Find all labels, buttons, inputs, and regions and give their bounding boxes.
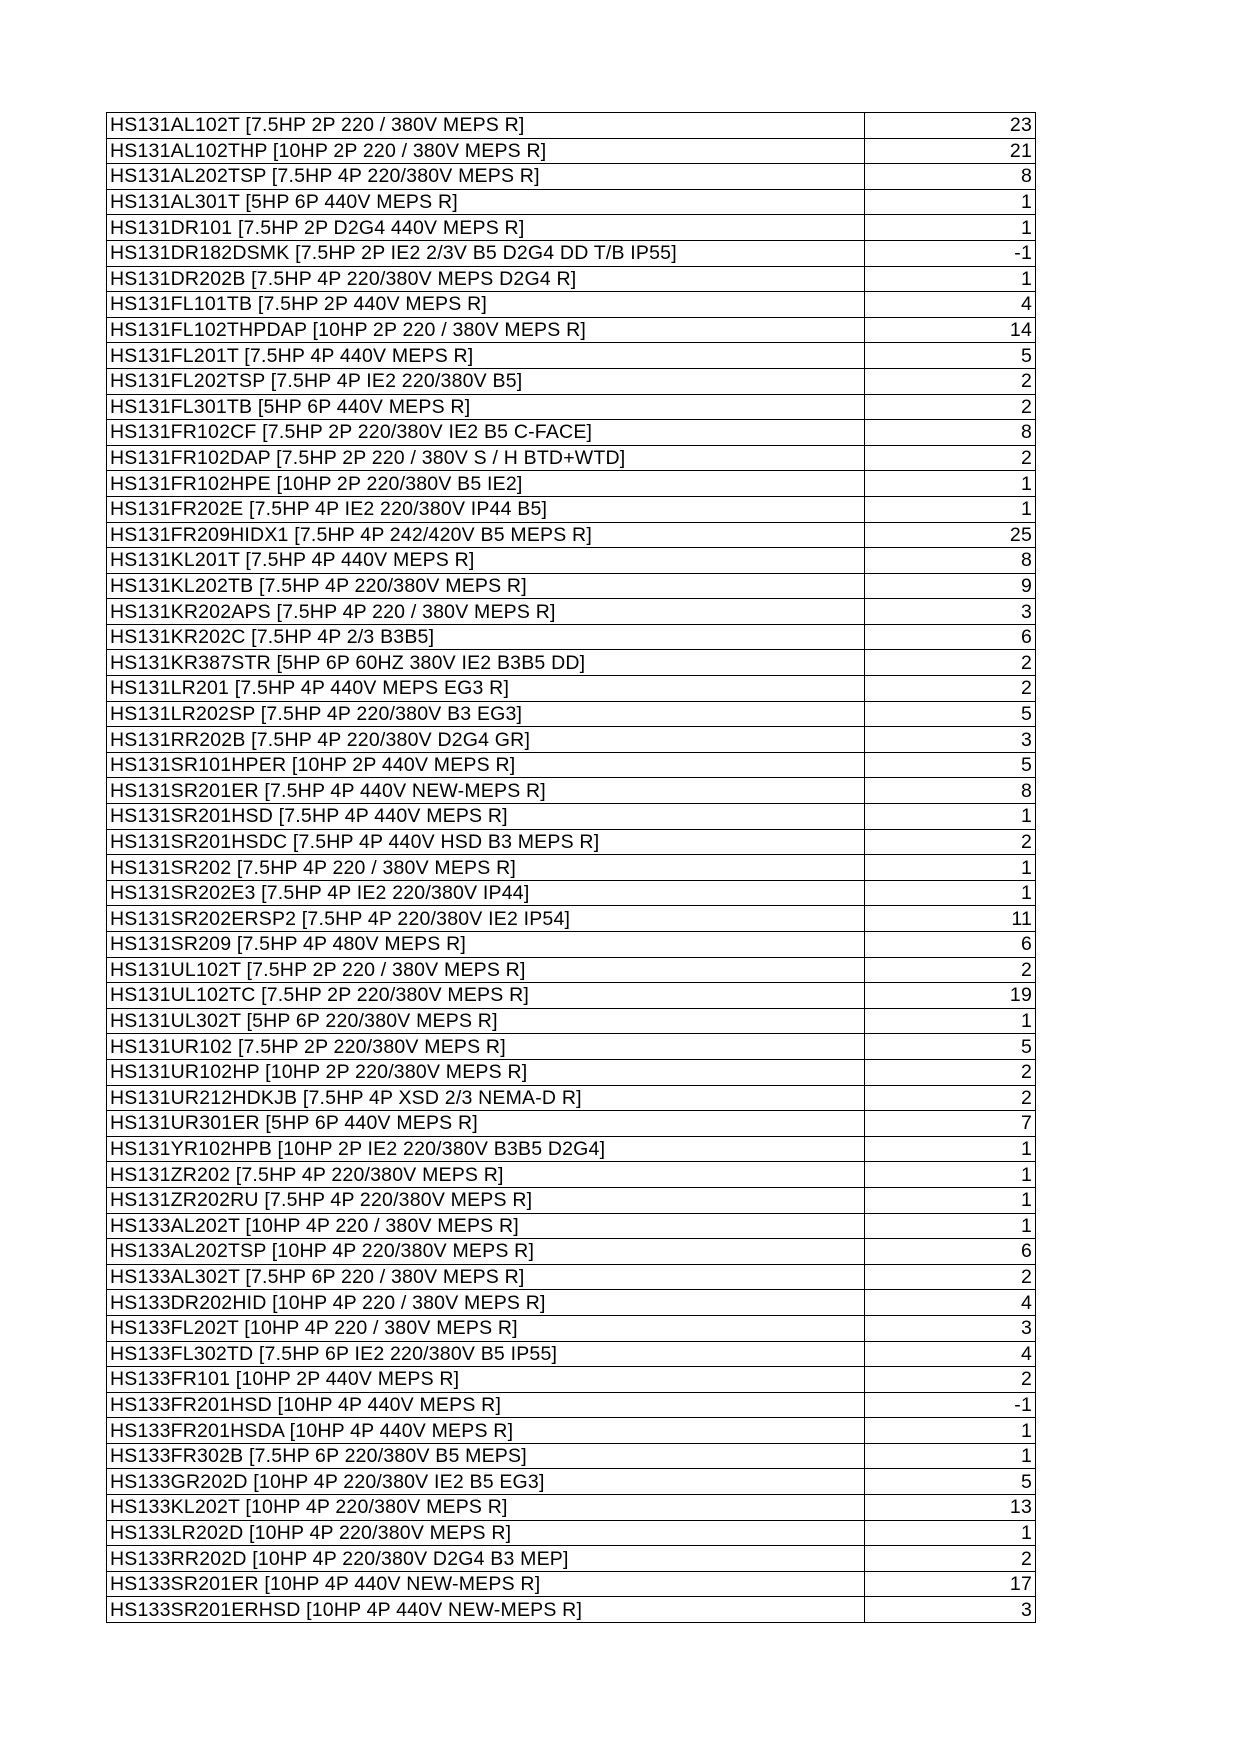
table-row [107,1187,1036,1213]
product-description-cell: HS131AL102THP [10HP 2P 220 / 380V MEPS R] [107,138,865,164]
table-row [107,445,1036,471]
product-description-cell: HS131FR209HIDX1 [7.5HP 4P 242/420V B5 MEPS R] [107,522,865,548]
table-row [107,855,1036,881]
quantity-cell: 2 [865,1546,1036,1572]
table-row [107,1546,1036,1572]
product-description-cell: HS131FR102CF [7.5HP 2P 220/380V IE2 B5 C-FACE] [107,420,865,446]
product-description-cell: HS133FR101 [10HP 2P 440V MEPS R] [107,1367,865,1393]
quantity-cell: 6 [865,1239,1036,1265]
quantity-cell: 2 [865,445,1036,471]
product-description-cell: HS131RR202B [7.5HP 4P 220/380V D2G4 GR] [107,727,865,753]
table-row [107,164,1036,190]
table-row [107,701,1036,727]
product-description-cell: HS131DR182DSMK [7.5HP 2P IE2 2/3V B5 D2G4 DD T/B IP55] [107,240,865,266]
quantity-cell: 23 [865,113,1036,139]
product-description-cell: HS131DR101 [7.5HP 2P D2G4 440V MEPS R] [107,215,865,241]
quantity-cell: 1 [865,804,1036,830]
quantity-cell: 21 [865,138,1036,164]
quantity-cell: 2 [865,829,1036,855]
quantity-cell: 3 [865,599,1036,625]
quantity-cell: 8 [865,548,1036,574]
product-description-cell: HS133KL202T [10HP 4P 220/380V MEPS R] [107,1495,865,1521]
product-description-cell: HS131KR202APS [7.5HP 4P 220 / 380V MEPS R] [107,599,865,625]
product-description-cell: HS131DR202B [7.5HP 4P 220/380V MEPS D2G4 R] [107,266,865,292]
quantity-cell: 2 [865,1059,1036,1085]
quantity-cell: 2 [865,676,1036,702]
product-description-cell: HS131KR387STR [5HP 6P 60HZ 380V IE2 B3B5 DD] [107,650,865,676]
quantity-cell: 19 [865,983,1036,1009]
quantity-cell: 2 [865,394,1036,420]
product-description-cell: HS131YR102HPB [10HP 2P IE2 220/380V B3B5 D2G4] [107,1136,865,1162]
product-description-cell: HS133FL302TD [7.5HP 6P IE2 220/380V B5 IP55] [107,1341,865,1367]
table-row [107,932,1036,958]
table-row [107,1162,1036,1188]
table-row [107,778,1036,804]
product-description-cell: HS131LR201 [7.5HP 4P 440V MEPS EG3 R] [107,676,865,702]
product-description-cell: HS131SR201HSDC [7.5HP 4P 440V HSD B3 MEPS R] [107,829,865,855]
quantity-cell: 5 [865,343,1036,369]
table-row [107,1315,1036,1341]
product-description-cell: HS131FL102THPDAP [10HP 2P 220 / 380V MEPS R] [107,317,865,343]
table-row [107,1367,1036,1393]
quantity-cell: 1 [865,880,1036,906]
product-description-cell: HS131SR209 [7.5HP 4P 480V MEPS R] [107,932,865,958]
quantity-cell: 6 [865,624,1036,650]
product-description-cell: HS131FL201T [7.5HP 4P 440V MEPS R] [107,343,865,369]
quantity-cell: 1 [865,215,1036,241]
product-description-cell: HS131LR202SP [7.5HP 4P 220/380V B3 EG3] [107,701,865,727]
table-row [107,1597,1036,1623]
quantity-cell: 1 [865,1443,1036,1469]
quantity-cell: 5 [865,1469,1036,1495]
product-description-cell: HS131AL102T [7.5HP 2P 220 / 380V MEPS R] [107,113,865,139]
table-row [107,420,1036,446]
table-row [107,266,1036,292]
product-description-cell: HS131SR202ERSP2 [7.5HP 4P 220/380V IE2 IP54] [107,906,865,932]
product-description-cell: HS131KR202C [7.5HP 4P 2/3 B3B5] [107,624,865,650]
table-row [107,599,1036,625]
quantity-cell: 1 [865,855,1036,881]
table-row [107,804,1036,830]
table-row [107,1239,1036,1265]
quantity-cell: 5 [865,752,1036,778]
table-row [107,983,1036,1009]
product-description-cell: HS131KL202TB [7.5HP 4P 220/380V MEPS R] [107,573,865,599]
product-description-cell: HS131UL102TC [7.5HP 2P 220/380V MEPS R] [107,983,865,1009]
table-row [107,906,1036,932]
quantity-cell: 9 [865,573,1036,599]
quantity-cell: 8 [865,778,1036,804]
product-description-cell: HS131FL202TSP [7.5HP 4P IE2 220/380V B5] [107,368,865,394]
quantity-cell: 4 [865,1341,1036,1367]
table-row [107,1264,1036,1290]
product-description-cell: HS131AL202TSP [7.5HP 4P 220/380V MEPS R] [107,164,865,190]
product-description-cell: HS133GR202D [10HP 4P 220/380V IE2 B5 EG3] [107,1469,865,1495]
table-row [107,624,1036,650]
table-row [107,496,1036,522]
table-row [107,471,1036,497]
quantity-cell: 1 [865,1520,1036,1546]
product-description-cell: HS133FR201HSDA [10HP 4P 440V MEPS R] [107,1418,865,1444]
product-description-cell: HS133FR201HSD [10HP 4P 440V MEPS R] [107,1392,865,1418]
table-row [107,752,1036,778]
quantity-cell: 4 [865,1290,1036,1316]
product-description-cell: HS131UR102HP [10HP 2P 220/380V MEPS R] [107,1059,865,1085]
table-row [107,1059,1036,1085]
quantity-cell: 3 [865,1597,1036,1623]
table-row [107,1443,1036,1469]
table-row [107,880,1036,906]
table-row [107,1008,1036,1034]
product-description-cell: HS131UL302T [5HP 6P 220/380V MEPS R] [107,1008,865,1034]
table-row [107,394,1036,420]
product-description-cell: HS131ZR202 [7.5HP 4P 220/380V MEPS R] [107,1162,865,1188]
quantity-cell: 1 [865,266,1036,292]
table-row [107,292,1036,318]
product-description-cell: HS131FL101TB [7.5HP 2P 440V MEPS R] [107,292,865,318]
product-description-cell: HS131UR301ER [5HP 6P 440V MEPS R] [107,1111,865,1137]
table-row [107,317,1036,343]
table-row [107,138,1036,164]
table-row [107,1034,1036,1060]
product-description-cell: HS131SR202E3 [7.5HP 4P IE2 220/380V IP44] [107,880,865,906]
inventory-table [106,112,1036,1623]
quantity-cell: 3 [865,1315,1036,1341]
product-description-cell: HS131FR102HPE [10HP 2P 220/380V B5 IE2] [107,471,865,497]
table-row [107,1213,1036,1239]
quantity-cell: 1 [865,1187,1036,1213]
quantity-cell: 4 [865,292,1036,318]
product-description-cell: HS133FR302B [7.5HP 6P 220/380V B5 MEPS] [107,1443,865,1469]
quantity-cell: 14 [865,317,1036,343]
product-description-cell: HS133SR201ERHSD [10HP 4P 440V NEW-MEPS R] [107,1597,865,1623]
table-row [107,727,1036,753]
product-description-cell: HS131ZR202RU [7.5HP 4P 220/380V MEPS R] [107,1187,865,1213]
product-description-cell: HS133SR201ER [10HP 4P 440V NEW-MEPS R] [107,1571,865,1597]
quantity-cell: 2 [865,1264,1036,1290]
product-description-cell: HS133LR202D [10HP 4P 220/380V MEPS R] [107,1520,865,1546]
product-description-cell: HS131SR201HSD [7.5HP 4P 440V MEPS R] [107,804,865,830]
quantity-cell: 1 [865,496,1036,522]
quantity-cell: 1 [865,1008,1036,1034]
product-description-cell: HS133FL202T [10HP 4P 220 / 380V MEPS R] [107,1315,865,1341]
quantity-cell: 1 [865,1136,1036,1162]
table-row [107,113,1036,139]
product-description-cell: HS133DR202HID [10HP 4P 220 / 380V MEPS R] [107,1290,865,1316]
product-description-cell: HS131UR212HDKJB [7.5HP 4P XSD 2/3 NEMA-D R] [107,1085,865,1111]
quantity-cell: 13 [865,1495,1036,1521]
product-description-cell: HS131SR202 [7.5HP 4P 220 / 380V MEPS R] [107,855,865,881]
quantity-cell: 25 [865,522,1036,548]
product-description-cell: HS131AL301T [5HP 6P 440V MEPS R] [107,189,865,215]
product-description-cell: HS131UR102 [7.5HP 2P 220/380V MEPS R] [107,1034,865,1060]
product-description-cell: HS133AL202T [10HP 4P 220 / 380V MEPS R] [107,1213,865,1239]
quantity-cell: 1 [865,1418,1036,1444]
quantity-cell: 11 [865,906,1036,932]
quantity-cell: -1 [865,1392,1036,1418]
inventory-table-body [107,113,1036,1623]
product-description-cell: HS131SR201ER [7.5HP 4P 440V NEW-MEPS R] [107,778,865,804]
table-row [107,1341,1036,1367]
table-row [107,1111,1036,1137]
table-row [107,1085,1036,1111]
quantity-cell: 2 [865,1085,1036,1111]
table-row [107,343,1036,369]
table-row [107,1136,1036,1162]
quantity-cell: 1 [865,189,1036,215]
product-description-cell: HS133AL202TSP [10HP 4P 220/380V MEPS R] [107,1239,865,1265]
table-row [107,215,1036,241]
quantity-cell: 3 [865,727,1036,753]
table-row [107,676,1036,702]
table-row [107,573,1036,599]
quantity-cell: 5 [865,701,1036,727]
quantity-cell: 7 [865,1111,1036,1137]
table-row [107,829,1036,855]
product-description-cell: HS131UL102T [7.5HP 2P 220 / 380V MEPS R] [107,957,865,983]
quantity-cell: 1 [865,1162,1036,1188]
table-row [107,1520,1036,1546]
product-description-cell: HS133RR202D [10HP 4P 220/380V D2G4 B3 MEP] [107,1546,865,1572]
quantity-cell: 17 [865,1571,1036,1597]
product-description-cell: HS131FR202E [7.5HP 4P IE2 220/380V IP44 B5] [107,496,865,522]
quantity-cell: 1 [865,471,1036,497]
quantity-cell: 2 [865,1367,1036,1393]
table-row [107,368,1036,394]
table-row [107,957,1036,983]
product-description-cell: HS131FR102DAP [7.5HP 2P 220 / 380V S / H BTD+WTD] [107,445,865,471]
quantity-cell: 2 [865,368,1036,394]
table-row [107,650,1036,676]
product-description-cell: HS131KL201T [7.5HP 4P 440V MEPS R] [107,548,865,574]
quantity-cell: 2 [865,957,1036,983]
table-row [107,1418,1036,1444]
table-row [107,1469,1036,1495]
quantity-cell: 1 [865,1213,1036,1239]
quantity-cell: 8 [865,420,1036,446]
table-row [107,240,1036,266]
table-row [107,1495,1036,1521]
table-row [107,189,1036,215]
table-row [107,1571,1036,1597]
product-description-cell: HS131FL301TB [5HP 6P 440V MEPS R] [107,394,865,420]
table-row [107,522,1036,548]
product-description-cell: HS133AL302T [7.5HP 6P 220 / 380V MEPS R] [107,1264,865,1290]
quantity-cell: 5 [865,1034,1036,1060]
quantity-cell: 6 [865,932,1036,958]
quantity-cell: 2 [865,650,1036,676]
table-row [107,1290,1036,1316]
table-row [107,1392,1036,1418]
quantity-cell: 8 [865,164,1036,190]
quantity-cell: -1 [865,240,1036,266]
table-row [107,548,1036,574]
product-description-cell: HS131SR101HPER [10HP 2P 440V MEPS R] [107,752,865,778]
